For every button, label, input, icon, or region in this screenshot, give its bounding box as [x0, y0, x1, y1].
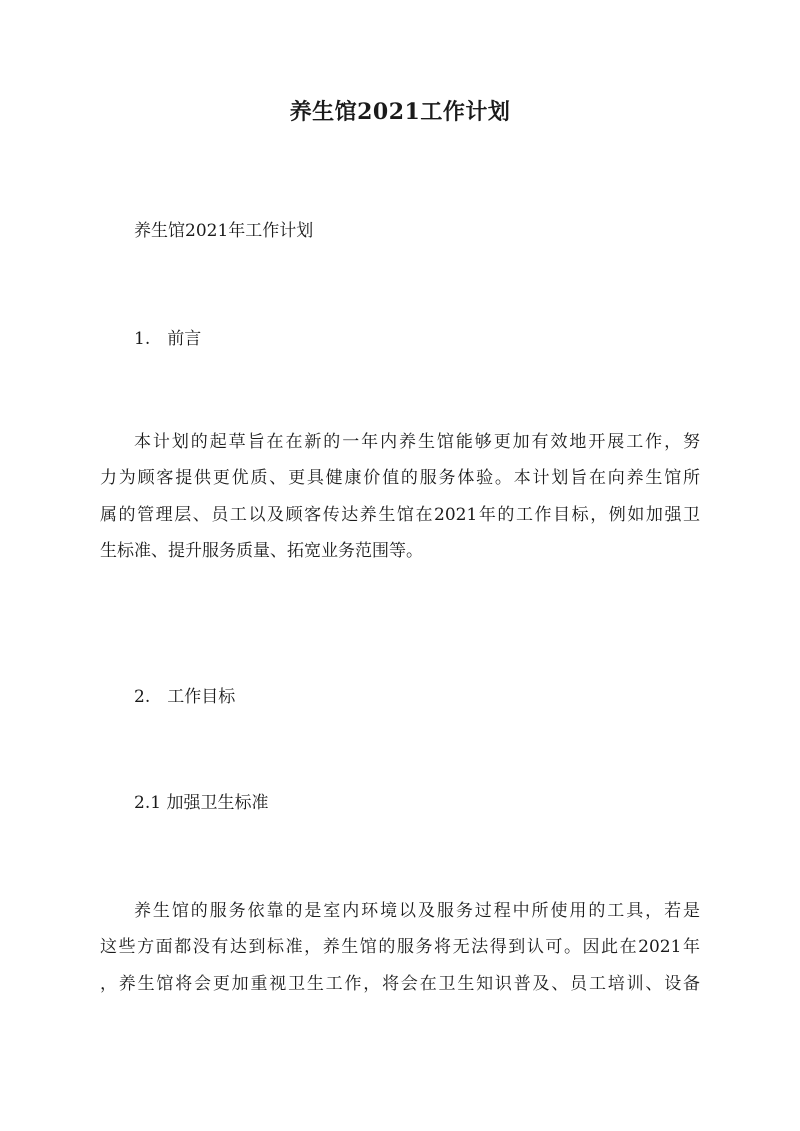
subsection-heading-hygiene: 2.1 加强卫生标准	[134, 793, 269, 813]
section-heading-intro: 1. 前言	[134, 329, 202, 349]
paragraph-hygiene	[100, 893, 700, 1002]
paragraph-line: 养生馆的服务依靠的是室内环境以及服务过程中所使用的工具，若是	[134, 901, 700, 921]
paragraph-line: 这些方面都没有达到标准，养生馆的服务将无法得到认可。因此在2021年	[100, 937, 700, 958]
paragraph-line: 属的管理层、员工以及顾客传达养生馆在2021年的工作目标，例如加强卫	[100, 504, 700, 525]
document-title: 养生馆2021工作计划	[289, 99, 511, 125]
paragraph-line: ，养生馆将会更加重视卫生工作，将会在卫生知识普及、员工培训、设备	[100, 973, 700, 994]
paragraph-line: 生标准、提升服务质量、拓宽业务范围等。	[100, 540, 423, 561]
document-subtitle: 养生馆2021年工作计划	[134, 221, 314, 241]
paragraph-intro	[100, 424, 700, 569]
section-heading-goals: 2. 工作目标	[134, 687, 236, 707]
paragraph-line: 本计划的起草旨在在新的一年内养生馆能够更加有效地开展工作，努	[134, 432, 700, 452]
paragraph-line: 力为顾客提供更优质、更具健康价值的服务体验。本计划旨在向养生馆所	[100, 468, 700, 489]
